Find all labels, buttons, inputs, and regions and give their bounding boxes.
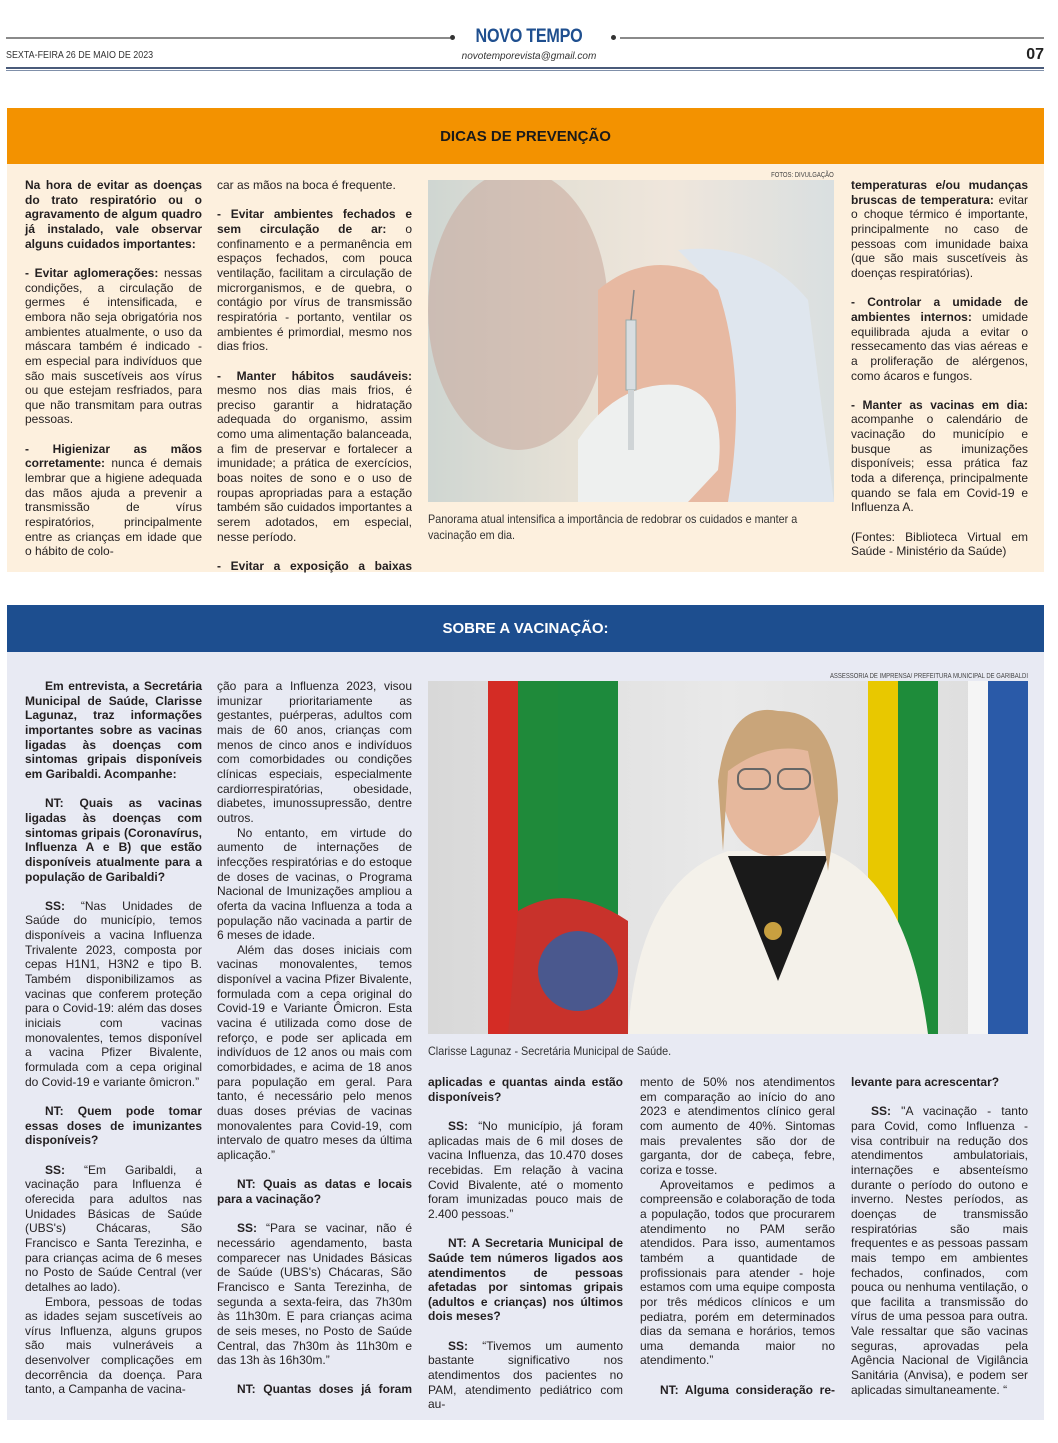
question: levante para acrescentar? (851, 1075, 1000, 1089)
answer: “Tivemos um aumento bastante significativo nos atendimentos dos pacientes no PAM, atendimento pediátrico com au- (428, 1338, 623, 1412)
tip-text: mesmo nos dias mais frios, é preciso garantir a hidratação adequada do organismo, assim como uma alimentação balanceada, a fim de preservar e fortalecer a imunidade; a prática de exercícios, boas noites de sono e o uso de roupas apropriadas para a estação também são cuidados importantes a serem adotados, em especial, nesse período. (217, 383, 412, 544)
question: aplicadas e quantas ainda estão disponíveis? (428, 1075, 623, 1104)
tip-title: - Controlar a umidade de ambientes internos: (851, 295, 1028, 324)
tip-text: o confinamento e a permanência em espaços fechados, com pouca ventilação, facilitam a circulação de microrganismos, e de quebra, o contágio por vírus de transmissão respiratória - portanto, ventilar os ambientes é primordial, mesmo nos dias frios. (217, 221, 412, 354)
dicas-column-4 (851, 178, 1028, 559)
speaker-label: SS: (45, 1162, 66, 1177)
dicas-heading: DICAS DE PREVENÇÃO (7, 108, 1044, 164)
issue-date: SEXTA-FEIRA 26 DE MAIO DE 2023 (6, 49, 154, 61)
tip-title: - Evitar a exposição a baixas (217, 559, 412, 574)
answer: mento de 50% nos atendimentos em comparação ao início do ano 2023 e atendimentos clínico geral com aumento de 40%. Sintomas mais prevalentes são dor de garganta, dor de cabeça, febre, coriza e tosse. (640, 1075, 835, 1177)
vacinacao-heading: SOBRE A VACINAÇÃO: (7, 605, 1044, 652)
photo-credit: ASSESSORIA DE IMPRENSA/ PREFEITURA MUNICIPAL DE GARIBALDI (829, 673, 1028, 680)
tip-title: - Higienizar as mãos corretamente: (25, 441, 202, 471)
answer: No entanto, em virtude do aumento de internações de infecções respiratórias e do estoque de doses de vacinas, o Programa Nacional de Imunizações ampliou a oferta da vacina Influenza a toda a população não vacinada a partir de 6 meses de idade. (217, 825, 412, 943)
question: NT: Quem pode tomar essas doses de imunizantes disponíveis? (25, 1103, 202, 1148)
tip-text: car as mãos na boca é frequente. (217, 178, 396, 192)
interview-intro: Em entrevista, a Secretária Municipal de Saúde, Clarisse Lagunaz, traz informações importantes sobre as vacinas ligadas às doenças com sintomas gripais disponíveis em Garibaldi. Acompanhe: (25, 679, 202, 781)
answer: “No município, já foram aplicadas mais de 6 mil doses de vacina Influenza, das 10.470 doses recebidas. Em relação à vacina Covid Bivalente, até o momento foram imunizadas pouco mais de 2.400 pessoas.” (428, 1118, 623, 1221)
answer: “Nas Unidades de Saúde do município, temos disponíveis a vacina Influenza Trivalente 2023, composta por cepas H1N1, H3N2 e tipo B. Também disponibilizamos as vacinas que conferem proteção para o Covid-19: além das doses iniciais com vacinas monovalentes, temos disponível a vacina Pfizer Bivalente, formulada com a cepa original do Covid-19 e variante ômicron.” (25, 898, 202, 1089)
answer: Aproveitamos e pedimos a compreensão e colaboração de toda a população, todos que procurarem atendimento no PAM serão atendidos. Para isso, aumentamos também a quantidade de profissionais para atender - hoje estamos com uma equipe composta por três médicos clínicos e um pediatra, porém em determinados dias da semana e horários, temos uma demanda maior no atendimento.” (640, 1177, 835, 1368)
newspaper-title: NOVO TEMPO (475, 26, 583, 47)
interview-column-5 (851, 1075, 1028, 1397)
tip-title: - Evitar ambientes fechados e sem circulação de ar: (217, 207, 412, 236)
tip-text: nessas condições, a circulação de germes é intensificada, e embora não seja obrigatória nos ambientes atualmente, o uso da máscara também é indicado - em especial para indivíduos que são mais suscetíveis aos vírus ou que estejam resfriados, para que não transmitam para outras pessoas. (25, 265, 203, 427)
answer: "A vacinação - tanto para Covid, como Influenza - visa contribuir na redução dos atendimentos ambulatoriais, internações e absenteísmo durante o período do outono e inverno. Nestes períodos, as doenças de transmissão respiratórias são mais frequentes e as pessoas passam mais tempo em ambientes fechados, confinados, com pouca ou nenhuma ventilação, o que facilita a transmissão do vírus de uma pessoa para outra. Vale ressaltar que são vacinas seguras, aprovadas pela Agência Nacional de Vigilância Sanitária (Anvisa), e podem ser aplicadas simultaneamente. “ (851, 1104, 1028, 1397)
answer: Embora, pessoas de todas as idades sejam suscetíveis ao vírus Influenza, alguns grupos são mais vulneráveis a desenvolver complicações em decorrência da doença. Para tanto, a Campanha de vacina- (25, 1294, 202, 1397)
tip-title: - Evitar aglomerações: (25, 265, 159, 280)
secretary-portrait-photo (428, 681, 1028, 1034)
photo-caption: Panorama atual intensifica a importância de redobrar os cuidados e manter a vacinação em dia. (428, 512, 798, 542)
interview-column-4 (640, 1075, 835, 1397)
sources: (Fontes: Biblioteca Virtual em Saúde - Ministério da Saúde) (851, 529, 1028, 559)
speaker-label: SS: (237, 1221, 258, 1236)
dicas-column-1 (25, 178, 202, 559)
header-divider (6, 70, 1044, 71)
vaccination-photo (428, 180, 834, 502)
speaker-label: SS: (448, 1118, 469, 1133)
dicas-intro: Na hora de evitar as doenças do trato respiratório ou o agravamento de algum quadro já instalado, vale observar alguns cuidados importantes: (25, 178, 202, 251)
speaker-label: SS: (448, 1338, 469, 1353)
tip-text: acompanhe o calendário de vacinação do município e busque as imunizações disponíveis; essa prática faz toda a diferença, principalmente quando se fala em Covid-19 e Influenza A. (851, 412, 1028, 515)
question: NT: Quais as datas e locais para a vacinação? (217, 1177, 412, 1206)
speaker-label: SS: (45, 898, 66, 913)
photo-credit: FOTOS: DIVULGAÇÃO (771, 172, 834, 179)
answer: “Para se vacinar, não é necessário agendamento, basta comparecer nas Unidades Básicas de Saúde (UBS's) Chácaras, São Francisco e Santa Terezinha, de segunda a sexta-feira, das 7h30m às 11h30m. E para crianças acima de seis meses, no Posto de Saúde Central, das 7h30m às 11h30m e das 13h às 16h30m.” (217, 1221, 412, 1368)
tip-text: nunca é demais lembrar que a higiene adequada das mãos ajuda a prevenir a transmissão de vírus respiratórios, principalmente entre as crianças em idade que o hábito de colo- (25, 456, 202, 559)
question: NT: Quantas doses já foram (237, 1382, 412, 1397)
interview-column-1 (25, 679, 202, 1397)
answer: Além das doses iniciais com vacinas monovalentes, temos disponível a vacina Pfizer Bivalente, formulada com a cepa original do Covid-19 e Variante Ômicron. Esta vacina é utilizada como dose de reforço, e pode ser aplicada em indivíduos de 12 anos ou mais com comorbidades, e acima de 18 anos para população em geral. Para tanto, é necessário pelo menos duas doses prévias de vacinas monovalentes para Covid-19, com intervalo de quatro meses da última aplicação.” (217, 942, 412, 1162)
question: NT: A Secretaria Municipal de Saúde tem números ligados aos atendimentos de pessoas afetadas por sintomas gripais (adultos e crianças) nos últimos dois meses? (428, 1236, 623, 1324)
page-number: 07 (1026, 46, 1044, 63)
contact-email[interactable]: novotemporevista@gmail.com (461, 51, 597, 62)
interview-column-2 (217, 679, 412, 1397)
tip-text: evitar o choque térmico é importante, principalmente no caso de pessoas com imunidade baixa (que são mais suscetíveis às doenças respiratórias). (851, 192, 1028, 280)
interview-column-3 (428, 1075, 623, 1412)
header-divider (6, 67, 1044, 69)
tip-title: - Manter hábitos saudáveis: (217, 368, 412, 383)
question: NT: Quais as vacinas ligadas às doenças com sintomas gripais (Coronavírus, Influenza A e B) que estão disponíveis atualmente para a população de Garibaldi? (25, 796, 202, 884)
answer: “Em Garibaldi, a vacinação para Influenza é oferecida para adultos nas Unidades Básicas de Saúde (UBS's) Chácaras, São Francisco e Santa Terezinha, e para crianças acima de 6 meses no Posto de Saúde Central (ver detalhes ao lado). (25, 1162, 202, 1294)
tip-text: umidade equilibrada ajuda a evitar o ressecamento das vias aéreas e a proliferação de alérgenos, como ácaros e fungos. (851, 309, 1028, 383)
speaker-label: SS: (871, 1104, 892, 1119)
photo-caption: Clarisse Lagunaz - Secretária Municipal de Saúde. (428, 1044, 672, 1058)
answer: ção para a Influenza 2023, visou imunizar prioritariamente as gestantes, puérperas, adultos com mais de 60 anos, crianças com menos de cinco anos e indivíduos com comorbidades ou condições clínicas especiais, especialmente cardiorrespiratórias, obesidade, diabetes, imunossupressão, dentre outros. (217, 679, 412, 825)
question: NT: Alguma consideração re- (660, 1382, 835, 1397)
dicas-column-2 (217, 178, 412, 574)
tip-title: temperaturas e/ou mudanças bruscas de temperatura: (851, 178, 1028, 207)
tip-title: - Manter as vacinas em dia: (851, 397, 1028, 412)
